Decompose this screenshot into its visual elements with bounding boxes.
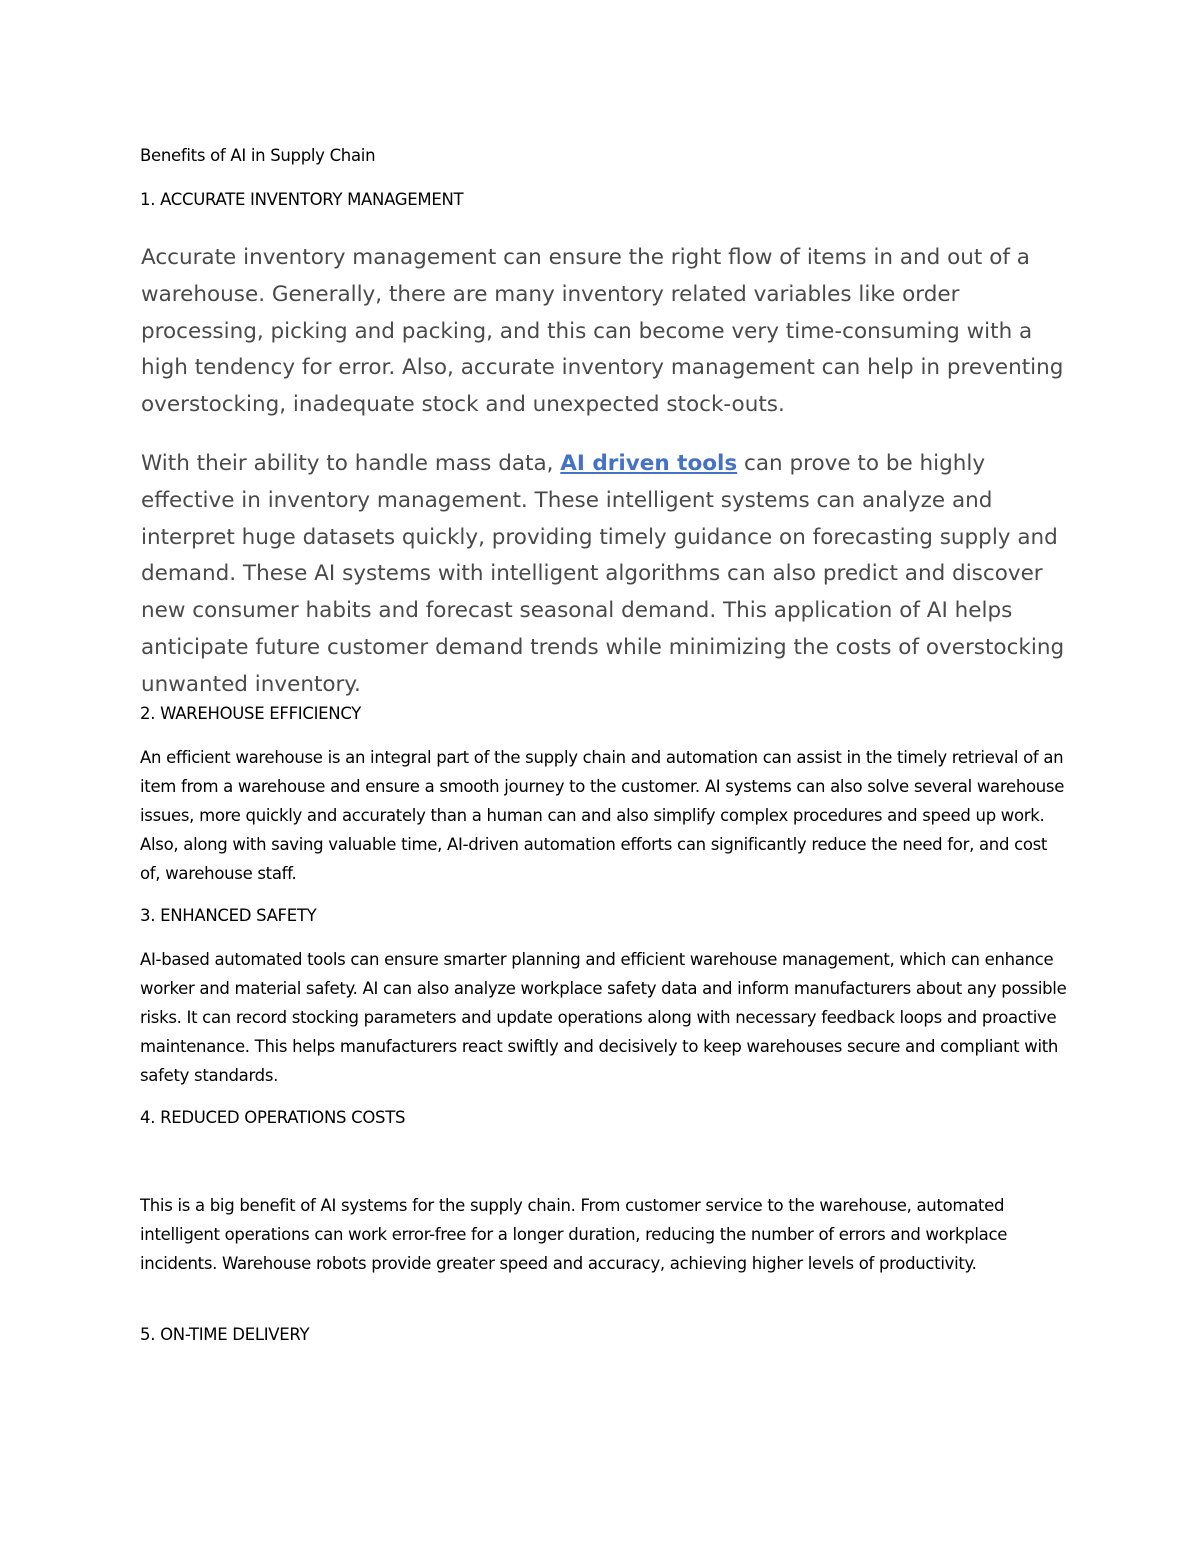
section-2-paragraph: An efficient warehouse is an integral part of the supply chain and automation can assist in the timely retrieval of an item from a warehouse and ensure a smooth journey to the customer. AI systems can also solve several warehouse issues, more quickly and accurately than a human can and also simplify complex procedures and speed up work. Also, along with saving valuable time, AI-driven automation efforts can significantly reduce the need for, and cost of, warehouse staff. [140,748,1065,883]
document-title: Benefits of AI in Supply Chain [140,146,376,165]
paragraph-text-before-link: With their ability to handle mass data, [141,451,561,476]
section-4-paragraph: This is a big benefit of AI systems for the supply chain. From customer service to the warehouse, automated intelligent operations can work error-free for a longer duration, reducing the number of errors and workplace incidents. Warehouse robots provide greater speed and accuracy, achieving higher levels of productivity. [140,1196,1008,1273]
section-1-heading: 1. ACCURATE INVENTORY MANAGEMENT [140,190,464,209]
section-1-paragraph-2 [141,446,1071,704]
ai-driven-tools-link[interactable]: AI driven tools [560,451,738,476]
section-4-heading: 4. REDUCED OPERATIONS COSTS [140,1108,406,1127]
section-5-heading: 5. ON-TIME DELIVERY [140,1325,310,1344]
paragraph-text-after-link: can prove to be highly effective in inventory management. These intelligent systems can analyze and interpret huge datasets quickly, providing timely guidance on forecasting supply and demand. These AI systems with intelligent algorithms can also predict and discover new consumer habits and forecast seasonal demand. This application of AI helps anticipate future customer demand trends while minimizing the costs of overstocking unwanted inventory. [141,451,1065,697]
section-1-paragraph-1: Accurate inventory management can ensure the right flow of items in and out of a warehouse. Generally, there are many inventory related variables like order processing, picking and packing, and this can become very time-consuming with a high tendency for error. Also, accurate inventory management can help in preventing overstocking, inadequate stock and unexpected stock-outs. [141,245,1064,418]
section-3-paragraph: AI-based automated tools can ensure smarter planning and efficient warehouse management, which can enhance worker and material safety. AI can also analyze workplace safety data and inform manufacturers about any possible risks. It can record stocking parameters and update operations along with necessary feedback loops and proactive maintenance. This helps manufacturers react swiftly and decisively to keep warehouses secure and compliant with safety standards. [140,950,1067,1085]
section-3-heading: 3. ENHANCED SAFETY [140,906,317,925]
section-2-heading: 2. WAREHOUSE EFFICIENCY [140,704,362,723]
